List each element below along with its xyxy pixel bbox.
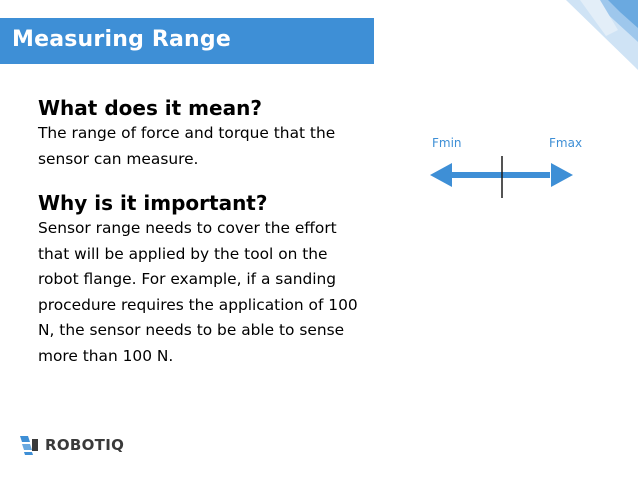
robotiq-logo-icon	[18, 433, 42, 457]
section-line: robot flange. For example, if a sanding	[38, 270, 337, 288]
section-line: The range of force and torque that the	[38, 124, 336, 142]
robotiq-logo	[18, 432, 124, 458]
slide-content	[38, 95, 408, 369]
section-heading: What does it mean?	[38, 96, 262, 120]
section-line: that will be applied by the tool on the	[38, 244, 328, 263]
logo-text: ROBOTIQ	[45, 436, 125, 454]
section-heading: Why is it important?	[38, 191, 268, 215]
section-line: N, the sensor needs to be able to sense	[38, 321, 345, 339]
section-why	[38, 190, 408, 369]
section-line: sensor can measure.	[38, 149, 199, 168]
fmin-label: Fmin	[432, 136, 462, 150]
section-line: procedure requires the application of 100	[38, 295, 358, 314]
section-line: Sensor range needs to cover the effort	[38, 219, 337, 237]
slide-title: Measuring Range	[12, 27, 231, 52]
fmax-label: Fmax	[549, 136, 583, 150]
title-bar	[0, 18, 374, 64]
range-diagram	[420, 132, 590, 212]
section-what	[38, 95, 408, 172]
section-line: more than 100 N.	[38, 346, 174, 365]
corner-decoration	[488, 0, 638, 90]
double-arrow-icon	[420, 132, 590, 212]
